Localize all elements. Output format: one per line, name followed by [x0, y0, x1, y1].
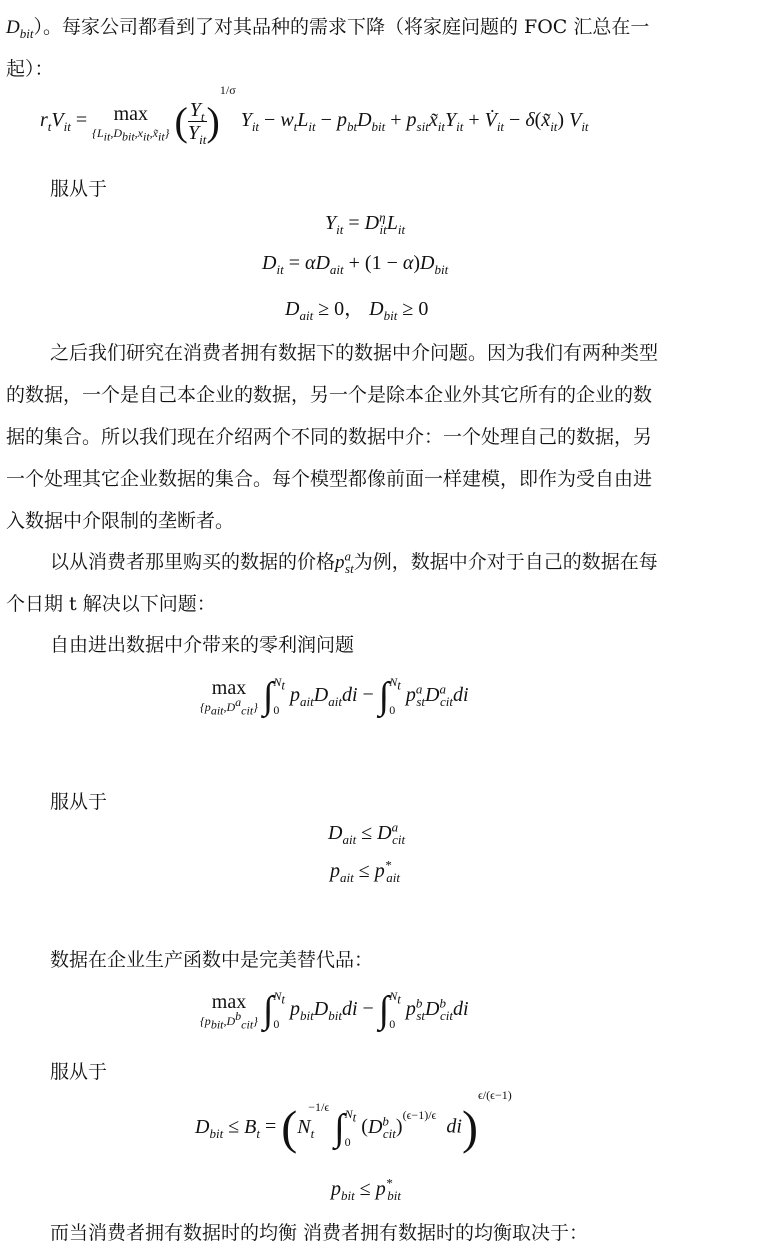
math-D-bit: $D_{bit}$ [6, 17, 34, 41]
perfect-substitutes-line: 数据在企业生产函数中是完美替代品： [50, 949, 374, 971]
paragraph-2-line-1: 之后我们研究在消费者拥有数据下的数据中介问题。因为我们有两种类型 [50, 342, 659, 364]
constraint-D-ait: $D_{ait} \le D^a_{cit}$ [328, 819, 406, 847]
aggregator-B-t-equation: $D_{bit} \le B_t = (N_t^{-1/\epsilon}$ ∫ $N_t$ 0 $(D^b_{cit})^{(\epsilon-1)/\epsilon}$ di)$^{\epsilon/(\epsilon-1)}$ [195, 1087, 512, 1155]
constraint-p-ait: $p_{ait} \le p^*_{ait}$ [330, 857, 400, 885]
paragraph-2-line-4: 一个处理其它企业数据的集合。每个模型都像前面一样建模，即作为受自由进 [6, 468, 653, 490]
nonnegativity-constraint: $D_{ait} \ge 0$， $D_{bit} \ge 0$ [285, 298, 429, 323]
subject-to-label-1: 服从于 [50, 178, 108, 200]
final-line: 而当消费者拥有数据时的均衡 消费者拥有数据时的均衡取决于： [50, 1222, 589, 1244]
paragraph-line-1: $D_{bit}$）。每家公司都看到了对其品种的需求下降（将家庭问题的 FOC 汇总在一 [6, 16, 650, 41]
paragraph-line-2: 起）： [6, 58, 54, 80]
constraint-p-bit: $p_{bit} \le p^*_{bit}$ [331, 1175, 401, 1203]
paragraph-2-line-2: 的数据，一个是自己本企业的数据，另一个是除本企业外其它所有的企业的数 [6, 384, 653, 406]
paragraph-2-line-5: 入数据中介限制的垄断者。 [6, 510, 235, 532]
production-equation: $Y_{it} = D^\eta_{it}L_{it}$ [325, 209, 406, 237]
paragraph-3-line-2: 个日期 t 解决以下问题： [6, 593, 216, 615]
intermediary-a-objective: max $\{p_{ait},D^a_{cit}\}$ ∫ $N_t$ 0 $p_{ait}D_{ait}di$ − ∫ $N_t$ 0 $p^a_{st}D^a_{cit}di$ [200, 675, 469, 718]
value-function-equation: $r_tV_{it}$ = max $\{L_{it},D_{bit},x_{it},x̃_{it}\}$ ( $\frac{Y_t}{Y_{it}}$ )$^{1/\sigma}$ $Y_{it} - w_tL_{it} - p_{bt}D_{bit}$ + $p_{sit}x̃_{it}Y_{it}$ + $V̇_{it}$ − $\delta(x̃_{it})$ $V_{it}$ [40, 83, 589, 147]
math-price-p-st-a: $p^a_{st}$ [335, 548, 354, 576]
data-aggregation-equation: $D_{it} = \alpha D_{ait} + (1 - \alpha)D_{bit}$ [262, 252, 449, 277]
free-entry-heading: 自由进出数据中介带来的零利润问题 [50, 634, 355, 656]
subject-to-label-2: 服从于 [50, 791, 108, 813]
subject-to-label-3: 服从于 [50, 1061, 108, 1083]
paragraph-2-line-3: 据的集合。所以我们现在介绍两个不同的数据中介：一个处理自己的数据，另 [6, 426, 653, 448]
paragraph-3-line-1: 以从消费者那里购买的数据的价格$p^a_{st}$为例，数据中介对于自己的数据在每 [50, 548, 658, 576]
intermediary-b-objective: max $\{p_{bit},D^b_{cit}\}$ ∫ $N_t$ 0 $p_{bit}D_{bit}di$ − ∫ $N_t$ 0 $p^b_{st}D^b_{cit}di$ [200, 989, 469, 1032]
